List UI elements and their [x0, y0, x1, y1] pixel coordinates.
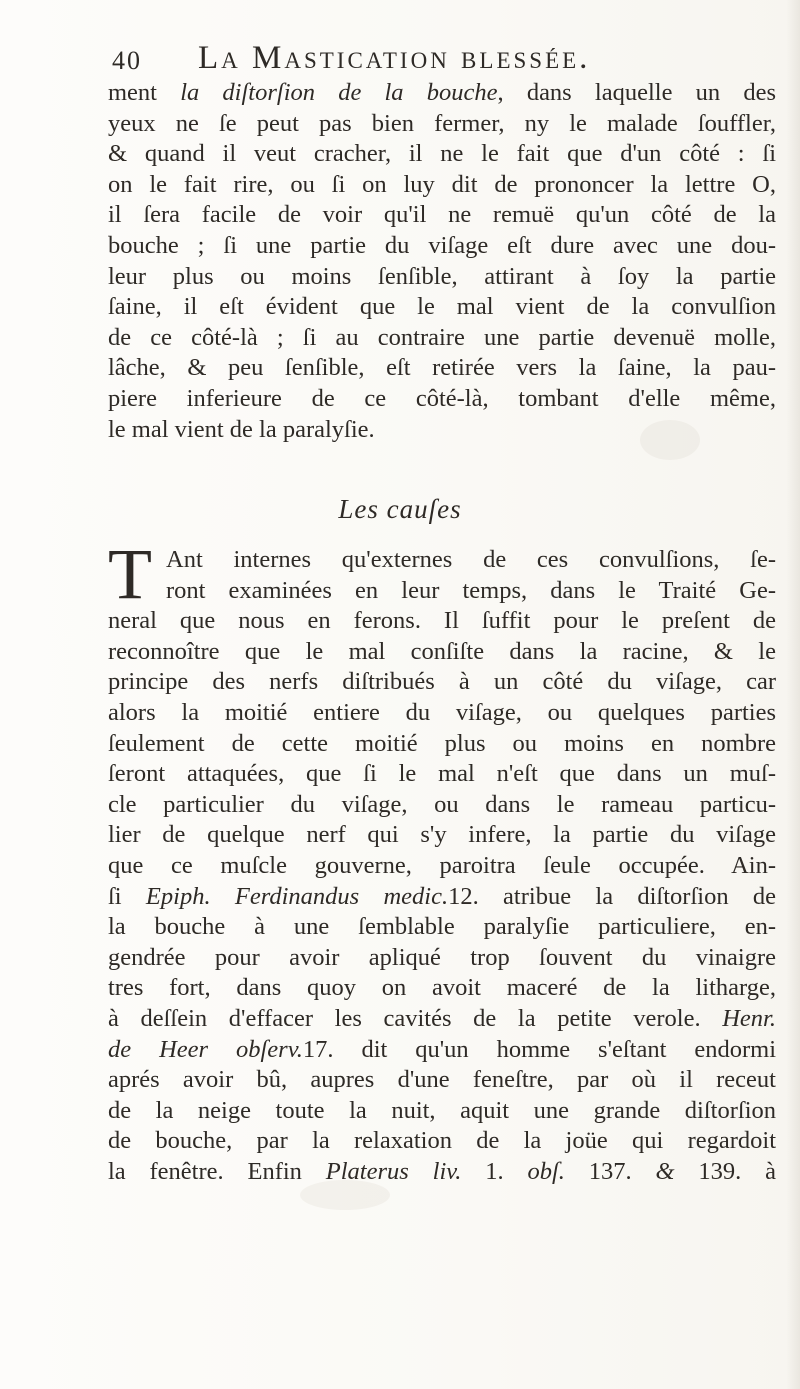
text-line — [108, 882, 776, 913]
text-fragment: 139. à — [674, 1157, 776, 1185]
text-line: reconnoître que le mal conſiſte dans la racine, & le — [108, 637, 776, 665]
text-fragment: la fenêtre. Enfin — [108, 1157, 326, 1185]
text-line: ſeulement de cette moitié plus ou moins en nombre — [108, 729, 776, 757]
italic-citation: Henr. — [722, 1004, 776, 1032]
text-line: la bouche à une ſemblable paralyſie particuliere, en- — [108, 913, 776, 941]
paragraph-2 — [108, 534, 776, 1187]
text-line: ront examinées en leur temps, dans le Traité Ge- — [166, 576, 776, 604]
text-line — [108, 78, 776, 109]
italic-citation: Platerus liv. — [325, 1157, 462, 1185]
italic-phrase: la diſtorſion de la bouche — [180, 79, 498, 106]
text-line: il ſera facile de voir qu'il ne remuë qu'un côté de la — [108, 201, 776, 229]
text-fragment: 12. atribue la diſtorſion de — [448, 882, 776, 910]
text-fragment: 17. dit qu'un homme s'eſtant endormi — [302, 1035, 776, 1063]
text-line: ſeront attaquées, que ſi le mal n'eſt que dans un muſ- — [108, 760, 776, 788]
italic-citation: obſ. — [527, 1157, 565, 1185]
text-fragment: 137. — [564, 1157, 656, 1185]
section-heading: Les cauſes — [338, 494, 462, 524]
italic-citation: & — [655, 1157, 675, 1185]
text-line: on le fait rire, ou ſi on luy dit de prononcer la lettre O, — [108, 170, 776, 198]
text-line: que ce muſcle gouverne, paroitra ſeule occupée. Ain- — [108, 851, 776, 879]
page-edge-shadow — [786, 0, 800, 1389]
text-line — [108, 1004, 776, 1035]
text-line: lier de quelque nerf qui s'y infere, la partie du viſage — [108, 821, 776, 849]
text-fragment: 1. — [461, 1157, 528, 1185]
text-line — [108, 1157, 776, 1188]
running-title: La Mastication blessée. — [198, 40, 591, 76]
text-line: neral que nous en ferons. Il ſuffit pour le preſent de — [108, 607, 776, 635]
text-line: de bouche, par la relaxation de la joüe qui regardoit — [108, 1127, 776, 1155]
text-line: gendrée pour avoir apliqué trop ſouvent du vinaigre — [108, 943, 776, 971]
text-fragment: , dans laquelle un des — [497, 79, 776, 106]
text-line: Ant internes qu'externes de ces convulſions, ſe- — [166, 546, 776, 573]
text-line: piere inferieure de ce côté-là, tombant d'elle même, — [108, 384, 776, 412]
text-line: le mal vient de la paralyſie. — [108, 415, 375, 443]
page-number: 40 — [112, 46, 142, 75]
text-fragment: ſi — [108, 882, 146, 910]
text-line: yeux ne ſe peut pas bien fermer, ny le malade ſouffler, — [108, 109, 776, 137]
text-fragment: à deſſein d'effacer les cavités de la petite verole. — [108, 1004, 723, 1032]
text-line — [108, 1035, 776, 1066]
text-line: alors la moitié entiere du viſage, ou quelques parties — [108, 698, 776, 726]
drop-cap: T — [108, 534, 152, 614]
italic-citation: de Heer obſerv. — [108, 1035, 303, 1063]
text-line: principe des nerfs diſtribués à un côté du viſage, car — [108, 668, 776, 696]
text-line: leur plus ou moins ſenſible, attirant à ſoy la partie — [108, 262, 776, 290]
paragraph-1 — [108, 78, 776, 445]
text-line: ſaine, il eſt évident que le mal vient de la convulſion — [108, 293, 776, 321]
text-line: & quand il veut cracher, il ne le fait que d'un côté : ſi — [108, 140, 776, 168]
text-fragment: ment — [108, 79, 181, 106]
text-line: de ce côté-là ; ſi au contraire une partie devenuë molle, — [108, 323, 776, 351]
text-line: aprés avoir bû, aupres d'une feneſtre, par où il receut — [108, 1066, 776, 1094]
italic-citation: Epiph. Ferdinandus medic. — [145, 882, 449, 910]
text-line: tres fort, dans quoy on avoit maceré de la litharge, — [108, 974, 776, 1002]
text-line: bouche ; ſi une partie du viſage eſt dure avec une dou- — [108, 231, 776, 259]
text-line: de la neige toute la nuit, aquit une grande diſtorſion — [108, 1096, 776, 1124]
text-line: lâche, & peu ſenſible, eſt retirée vers la ſaine, la pau- — [108, 354, 776, 382]
text-line: cle particulier du viſage, ou dans le rameau particu- — [108, 790, 776, 818]
